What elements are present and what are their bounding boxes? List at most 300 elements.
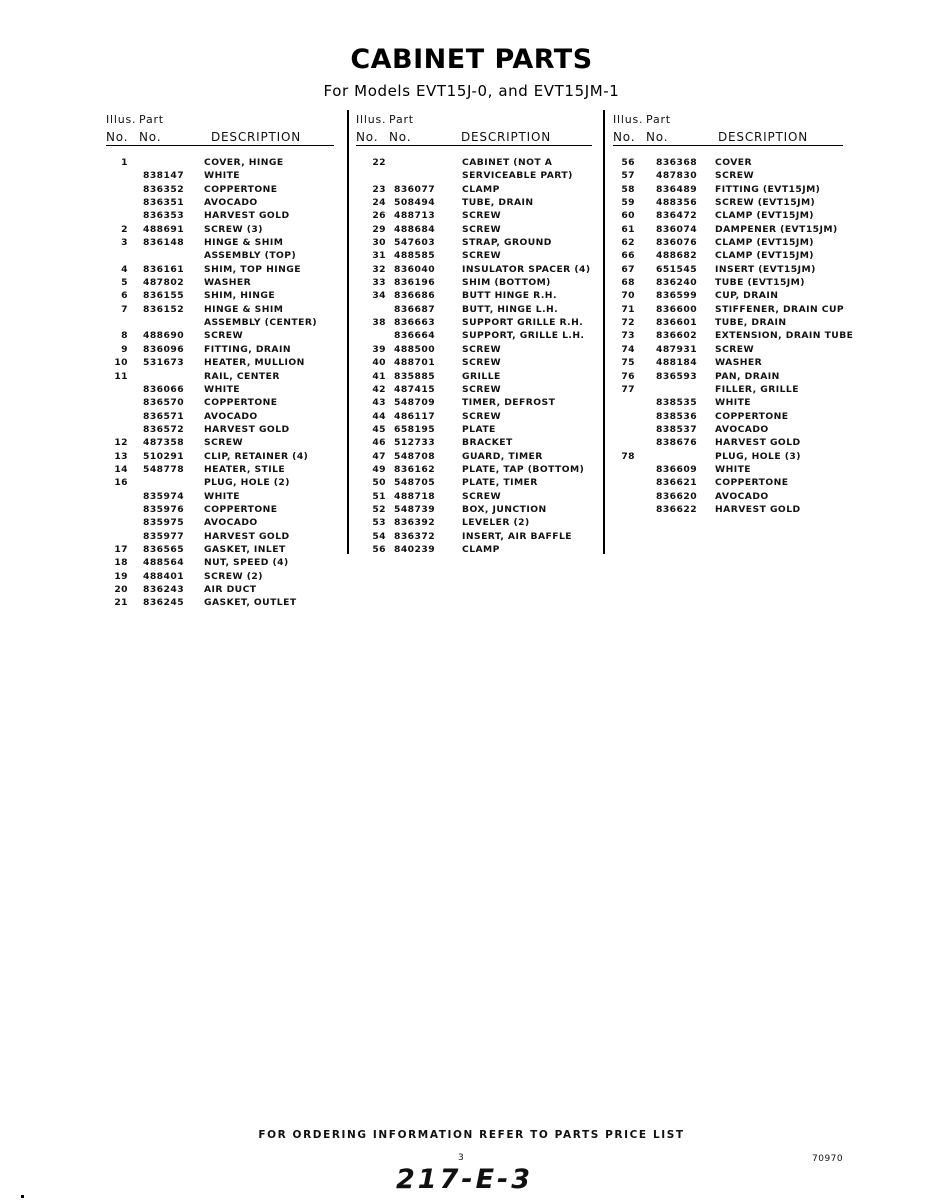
part-description: SCREW bbox=[204, 437, 244, 449]
illus-number: 34 bbox=[372, 290, 386, 302]
part-description: SHIM, HINGE bbox=[204, 290, 276, 302]
part-description: AIR DUCT bbox=[204, 584, 257, 595]
table-row bbox=[106, 289, 334, 302]
table-row bbox=[106, 516, 334, 529]
part-description: CLAMP bbox=[462, 543, 500, 555]
part-number: 835974 bbox=[143, 490, 185, 502]
table-row bbox=[356, 303, 592, 316]
illus-number: 9 bbox=[121, 343, 128, 355]
part-description: NUT, SPEED (4) bbox=[204, 557, 289, 569]
part-description: TUBE (EVT15JM) bbox=[715, 277, 805, 289]
illus-number: 75 bbox=[621, 357, 635, 369]
part-description: CUP, DRAIN bbox=[715, 290, 779, 302]
header-illus-no: No. bbox=[106, 130, 129, 144]
table-row bbox=[106, 276, 334, 289]
header-part: Part bbox=[139, 113, 164, 126]
part-description: SHIM, TOP HINGE bbox=[204, 263, 301, 275]
illus-number: 38 bbox=[372, 317, 386, 329]
table-row bbox=[613, 436, 843, 449]
header-illus: Illus. bbox=[356, 113, 387, 126]
part-number: 838535 bbox=[656, 397, 698, 409]
part-number: 836066 bbox=[143, 383, 185, 395]
part-number: 488718 bbox=[394, 490, 436, 502]
part-number: 836372 bbox=[394, 530, 436, 542]
table-row bbox=[356, 543, 592, 556]
part-description: PLATE bbox=[462, 423, 496, 435]
part-number: 836245 bbox=[143, 597, 185, 609]
illus-number: 72 bbox=[621, 317, 635, 329]
part-number: 547603 bbox=[394, 237, 436, 249]
header-illus: Illus. bbox=[613, 113, 644, 126]
part-description: BUTT HINGE R.H. bbox=[462, 290, 557, 302]
illus-number: 30 bbox=[372, 237, 386, 249]
table-row bbox=[613, 223, 843, 236]
table-row bbox=[106, 423, 334, 436]
parts-column-2 bbox=[356, 111, 592, 556]
part-number: 835885 bbox=[394, 370, 436, 382]
part-description: WHITE bbox=[715, 463, 752, 475]
page-title: CABINET PARTS bbox=[350, 44, 593, 75]
part-number: 835977 bbox=[143, 530, 185, 542]
part-description: CLIP, RETAINER (4) bbox=[204, 450, 309, 462]
part-number: 488356 bbox=[656, 197, 698, 209]
part-description: SCREW bbox=[462, 210, 502, 222]
part-number: 548708 bbox=[394, 450, 436, 462]
part-description: AVOCADO bbox=[204, 517, 258, 529]
part-description: BRACKET bbox=[462, 437, 513, 449]
part-number: 836601 bbox=[656, 317, 698, 329]
part-number: 487415 bbox=[394, 383, 436, 395]
part-number: 838147 bbox=[143, 170, 185, 182]
table-row bbox=[106, 410, 334, 423]
part-description: INSERT, AIR BAFFLE bbox=[462, 530, 573, 542]
parts-list bbox=[613, 156, 854, 516]
part-number: 488682 bbox=[656, 250, 698, 262]
part-number: 836096 bbox=[143, 343, 185, 355]
part-number: 836240 bbox=[656, 277, 698, 289]
part-number: 836622 bbox=[656, 503, 698, 515]
part-number: 548705 bbox=[394, 477, 436, 489]
part-number: 836602 bbox=[656, 330, 698, 342]
illus-number: 16 bbox=[114, 477, 128, 489]
illus-number: 32 bbox=[372, 263, 386, 275]
part-number: 487830 bbox=[656, 170, 698, 182]
illus-number: 20 bbox=[114, 584, 128, 595]
header-description: DESCRIPTION bbox=[461, 130, 552, 144]
table-row bbox=[356, 196, 592, 209]
part-description: WASHER bbox=[715, 357, 763, 369]
part-description: SUPPORT, GRILLE L.H. bbox=[462, 330, 585, 342]
header-description: DESCRIPTION bbox=[211, 130, 302, 144]
table-row bbox=[613, 503, 843, 516]
table-row bbox=[106, 596, 334, 609]
illus-number: 58 bbox=[621, 183, 635, 195]
part-description: HARVEST GOLD bbox=[204, 423, 290, 435]
table-row bbox=[613, 303, 843, 316]
illus-number: 6 bbox=[121, 290, 128, 302]
part-number: 836565 bbox=[143, 543, 185, 555]
table-row bbox=[356, 463, 592, 476]
illus-number: 67 bbox=[621, 263, 635, 275]
illus-number: 56 bbox=[621, 157, 635, 168]
part-number: 836609 bbox=[656, 463, 698, 475]
table-row bbox=[106, 383, 334, 396]
part-description: SHIM (BOTTOM) bbox=[462, 277, 551, 289]
table-row bbox=[613, 209, 843, 222]
table-row bbox=[613, 423, 843, 436]
table-row bbox=[106, 196, 334, 209]
table-row bbox=[106, 370, 334, 383]
table-row bbox=[613, 249, 843, 262]
table-row bbox=[613, 276, 843, 289]
part-description: TUBE, DRAIN bbox=[462, 197, 534, 209]
illus-number: 26 bbox=[372, 210, 386, 222]
part-description: CLAMP (EVT15JM) bbox=[715, 210, 814, 222]
illus-number: 2 bbox=[121, 223, 128, 235]
header-part-no: No. bbox=[389, 130, 412, 144]
part-description: RAIL, CENTER bbox=[204, 370, 280, 382]
part-number: 488684 bbox=[394, 223, 436, 235]
table-row bbox=[106, 209, 334, 222]
part-number: 836353 bbox=[143, 210, 185, 222]
table-row bbox=[613, 196, 843, 209]
part-description: CABINET (NOT A bbox=[462, 157, 553, 168]
illus-number: 68 bbox=[621, 277, 635, 289]
illus-number: 46 bbox=[372, 437, 386, 449]
illus-number: 52 bbox=[372, 503, 386, 515]
illus-number: 12 bbox=[114, 437, 128, 449]
part-number: 836368 bbox=[656, 157, 698, 168]
table-row bbox=[356, 223, 592, 236]
part-number: 488184 bbox=[656, 357, 698, 369]
part-description: GRILLE bbox=[462, 370, 501, 382]
part-number: 488500 bbox=[394, 343, 436, 355]
table-row bbox=[106, 396, 334, 409]
table-row bbox=[613, 463, 843, 476]
part-number: 836074 bbox=[656, 223, 698, 235]
illus-number: 49 bbox=[372, 463, 386, 475]
illus-number: 7 bbox=[121, 303, 128, 315]
table-row bbox=[356, 343, 592, 356]
part-number: 836687 bbox=[394, 303, 436, 315]
part-description: AVOCADO bbox=[715, 490, 769, 502]
part-description: PLUG, HOLE (2) bbox=[204, 477, 290, 489]
part-description: FILLER, GRILLE bbox=[715, 383, 799, 395]
part-number: 838537 bbox=[656, 423, 698, 435]
part-number: 836572 bbox=[143, 423, 185, 435]
part-number: 836489 bbox=[656, 183, 698, 195]
illus-number: 73 bbox=[621, 330, 635, 342]
table-row bbox=[106, 570, 334, 583]
part-description: INSULATOR SPACER (4) bbox=[462, 263, 591, 275]
table-row bbox=[106, 556, 334, 569]
illus-number: 77 bbox=[621, 383, 635, 395]
part-description: STRAP, GROUND bbox=[462, 237, 552, 249]
part-number: 508494 bbox=[394, 197, 436, 209]
part-description: HEATER, STILE bbox=[204, 463, 286, 475]
table-row bbox=[106, 463, 334, 476]
illus-number: 5 bbox=[121, 277, 128, 289]
table-row bbox=[356, 450, 592, 463]
illus-number: 44 bbox=[372, 410, 386, 422]
part-number: 488713 bbox=[394, 210, 436, 222]
part-number: 838536 bbox=[656, 410, 698, 422]
illus-number: 60 bbox=[621, 210, 635, 222]
part-description: PLATE, TAP (BOTTOM) bbox=[462, 463, 585, 475]
illus-number: 22 bbox=[372, 157, 386, 168]
part-description: GASKET, OUTLET bbox=[204, 597, 297, 609]
table-row bbox=[356, 516, 592, 529]
illus-number: 11 bbox=[114, 370, 128, 382]
column-header bbox=[613, 111, 843, 146]
table-row bbox=[106, 183, 334, 196]
part-description: HINGE & SHIM bbox=[204, 237, 284, 249]
table-row bbox=[106, 236, 334, 249]
table-row bbox=[106, 329, 334, 342]
table-row bbox=[613, 169, 843, 182]
part-description: WHITE bbox=[204, 383, 241, 395]
header-illus-no: No. bbox=[356, 130, 379, 144]
part-description: AVOCADO bbox=[204, 410, 258, 422]
table-row bbox=[106, 343, 334, 356]
part-description: HINGE & SHIM bbox=[204, 303, 284, 315]
part-number: 487358 bbox=[143, 437, 185, 449]
part-description: FITTING, DRAIN bbox=[204, 343, 291, 355]
illus-number: 42 bbox=[372, 383, 386, 395]
part-description: SCREW bbox=[462, 383, 502, 395]
part-description: AVOCADO bbox=[204, 197, 258, 209]
table-row bbox=[356, 396, 592, 409]
part-description: WHITE bbox=[204, 170, 241, 182]
illus-number: 59 bbox=[621, 197, 635, 209]
illus-number: 8 bbox=[121, 330, 128, 342]
table-row bbox=[356, 530, 592, 543]
part-number: 488701 bbox=[394, 357, 436, 369]
part-number: 836570 bbox=[143, 397, 185, 409]
part-number: 486117 bbox=[394, 410, 436, 422]
part-description: HEATER, MULLION bbox=[204, 357, 305, 369]
illus-number: 56 bbox=[372, 543, 386, 555]
part-description: STIFFENER, DRAIN CUP bbox=[715, 303, 845, 315]
part-description: CLAMP (EVT15JM) bbox=[715, 250, 814, 262]
part-number: 836152 bbox=[143, 303, 185, 315]
part-description: SCREW bbox=[462, 343, 502, 355]
table-row bbox=[356, 370, 592, 383]
part-number: 836148 bbox=[143, 237, 185, 249]
table-row bbox=[356, 410, 592, 423]
table-row bbox=[106, 490, 334, 503]
part-number: 651545 bbox=[656, 263, 698, 275]
document-code: 70970 bbox=[812, 1154, 844, 1164]
handwritten-code: 217-E-3 bbox=[396, 1164, 534, 1195]
table-row bbox=[613, 383, 843, 396]
table-row bbox=[613, 329, 854, 342]
table-row bbox=[356, 209, 592, 222]
table-row bbox=[613, 370, 843, 383]
part-description: BUTT, HINGE L.H. bbox=[462, 303, 559, 315]
part-description: COPPERTONE bbox=[715, 477, 789, 489]
illus-number: 1 bbox=[121, 157, 128, 168]
header-description: DESCRIPTION bbox=[718, 130, 809, 144]
part-number: 838676 bbox=[656, 437, 698, 449]
table-row bbox=[106, 583, 334, 596]
illus-number: 74 bbox=[621, 343, 635, 355]
part-description: DAMPENER (EVT15JM) bbox=[715, 223, 838, 235]
illus-number: 33 bbox=[372, 277, 386, 289]
column-header bbox=[356, 111, 592, 146]
illus-number: 57 bbox=[621, 170, 635, 182]
column-header bbox=[106, 111, 334, 146]
illus-number: 50 bbox=[372, 477, 386, 489]
part-number: 512733 bbox=[394, 437, 436, 449]
part-description: ASSEMBLY (TOP) bbox=[204, 250, 297, 262]
part-number: 836352 bbox=[143, 183, 185, 195]
illus-number: 66 bbox=[621, 250, 635, 262]
table-row bbox=[356, 156, 592, 169]
illus-number: 61 bbox=[621, 223, 635, 235]
header-part-no: No. bbox=[646, 130, 669, 144]
scan-mark bbox=[21, 1195, 24, 1198]
part-number: 488564 bbox=[143, 557, 185, 569]
illus-number: 53 bbox=[372, 517, 386, 529]
table-row bbox=[106, 450, 334, 463]
column-divider bbox=[603, 110, 605, 554]
table-row bbox=[106, 156, 334, 169]
table-row bbox=[613, 263, 843, 276]
table-row bbox=[356, 356, 592, 369]
illus-number: 76 bbox=[621, 370, 635, 382]
illus-number: 47 bbox=[372, 450, 386, 462]
illus-number: 71 bbox=[621, 303, 635, 315]
part-description: ASSEMBLY (CENTER) bbox=[204, 317, 317, 329]
table-row bbox=[356, 476, 592, 489]
part-number: 836196 bbox=[394, 277, 436, 289]
table-row bbox=[356, 329, 592, 342]
parts-column-1 bbox=[106, 111, 334, 610]
table-row bbox=[613, 236, 843, 249]
part-number: 836620 bbox=[656, 490, 698, 502]
illus-number: 51 bbox=[372, 490, 386, 502]
part-description: SCREW bbox=[715, 343, 755, 355]
part-number: 835976 bbox=[143, 503, 185, 515]
table-row bbox=[356, 236, 592, 249]
part-description: SCREW bbox=[462, 250, 502, 262]
part-description: COVER bbox=[715, 157, 753, 168]
part-number: 836600 bbox=[656, 303, 698, 315]
part-description: SCREW bbox=[462, 357, 502, 369]
illus-number: 62 bbox=[621, 237, 635, 249]
part-description: SCREW (3) bbox=[204, 223, 263, 235]
part-number: 836040 bbox=[394, 263, 436, 275]
table-row bbox=[613, 316, 843, 329]
illus-number: 19 bbox=[114, 570, 128, 582]
table-row bbox=[106, 303, 334, 316]
table-row bbox=[613, 476, 843, 489]
part-number: 836162 bbox=[394, 463, 436, 475]
illus-number: 78 bbox=[621, 450, 635, 462]
part-number: 531673 bbox=[143, 357, 185, 369]
part-description: TUBE, DRAIN bbox=[715, 317, 787, 329]
part-number: 836599 bbox=[656, 290, 698, 302]
part-description: WHITE bbox=[204, 490, 241, 502]
header-part: Part bbox=[646, 113, 671, 126]
part-description: CLAMP bbox=[462, 183, 500, 195]
part-number: 488690 bbox=[143, 330, 185, 342]
part-number: 548709 bbox=[394, 397, 436, 409]
table-row bbox=[356, 289, 592, 302]
illus-number: 3 bbox=[121, 237, 128, 249]
illus-number: 21 bbox=[114, 597, 128, 609]
header-part: Part bbox=[389, 113, 414, 126]
illus-number: 70 bbox=[621, 290, 635, 302]
table-row bbox=[613, 356, 843, 369]
part-description: LEVELER (2) bbox=[462, 517, 530, 529]
part-number: 836077 bbox=[394, 183, 436, 195]
part-description: EXTENSION, DRAIN TUBE bbox=[715, 330, 854, 342]
table-row bbox=[356, 503, 592, 516]
header-part-no: No. bbox=[139, 130, 162, 144]
part-number: 510291 bbox=[143, 450, 185, 462]
table-row bbox=[356, 169, 592, 182]
part-description: PAN, DRAIN bbox=[715, 370, 780, 382]
part-description: HARVEST GOLD bbox=[204, 530, 290, 542]
part-description: HARVEST GOLD bbox=[204, 210, 290, 222]
part-number: 836161 bbox=[143, 263, 185, 275]
parts-list bbox=[106, 156, 334, 610]
table-row bbox=[356, 436, 592, 449]
table-row bbox=[106, 356, 334, 369]
part-number: 836664 bbox=[394, 330, 436, 342]
part-description: CLAMP (EVT15JM) bbox=[715, 237, 814, 249]
illus-number: 54 bbox=[372, 530, 386, 542]
part-number: 487931 bbox=[656, 343, 698, 355]
illus-number: 18 bbox=[114, 557, 128, 569]
table-row bbox=[356, 183, 592, 196]
header-illus-no: No. bbox=[613, 130, 636, 144]
part-description: HARVEST GOLD bbox=[715, 437, 801, 449]
page-number: 3 bbox=[458, 1153, 464, 1163]
part-description: PLATE, TIMER bbox=[462, 477, 538, 489]
part-number: 488585 bbox=[394, 250, 436, 262]
part-number: 836076 bbox=[656, 237, 698, 249]
part-number: 836686 bbox=[394, 290, 436, 302]
part-description: WASHER bbox=[204, 277, 252, 289]
illus-number: 17 bbox=[114, 543, 128, 555]
part-description: BOX, JUNCTION bbox=[462, 503, 547, 515]
part-description: INSERT (EVT15JM) bbox=[715, 263, 816, 275]
part-number: 836472 bbox=[656, 210, 698, 222]
illus-number: 43 bbox=[372, 397, 386, 409]
part-description: AVOCADO bbox=[715, 423, 769, 435]
illus-number: 45 bbox=[372, 423, 386, 435]
table-row bbox=[356, 276, 592, 289]
part-description: SCREW bbox=[462, 490, 502, 502]
part-description: SCREW (2) bbox=[204, 570, 263, 582]
illus-number: 4 bbox=[121, 263, 128, 275]
part-description: FITTING (EVT15JM) bbox=[715, 183, 821, 195]
part-number: 840239 bbox=[394, 543, 436, 555]
part-description: SCREW bbox=[204, 330, 244, 342]
illus-number: 24 bbox=[372, 197, 386, 209]
table-row bbox=[106, 316, 334, 329]
part-description: GASKET, INLET bbox=[204, 543, 286, 555]
part-description: SCREW bbox=[462, 223, 502, 235]
part-description: COPPERTONE bbox=[204, 503, 278, 515]
part-description: WHITE bbox=[715, 397, 752, 409]
part-number: 835975 bbox=[143, 517, 185, 529]
table-row bbox=[613, 396, 843, 409]
part-description: SCREW bbox=[715, 170, 755, 182]
